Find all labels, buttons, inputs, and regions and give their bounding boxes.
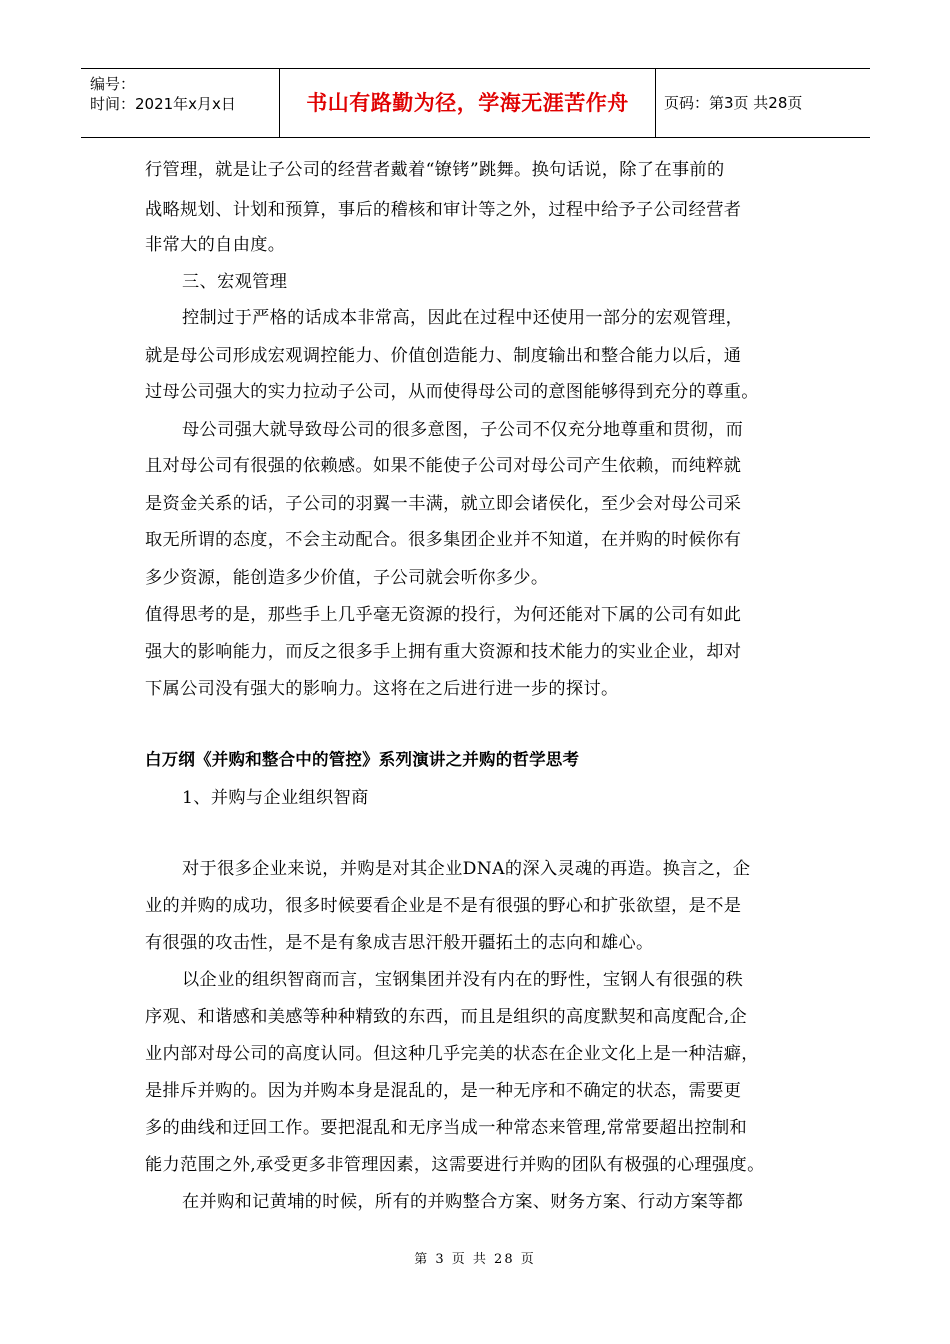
- paragraph-line: 多少资源，能创造多少价值，子公司就会听你多少。: [145, 568, 549, 588]
- paragraph-line: 非常大的自由度。: [145, 235, 286, 255]
- paragraph-line: 有很强的攻击性，是不是有象成吉思汗般开疆拓土的志向和雄心。: [145, 933, 654, 953]
- paragraph-line: 控制过于严格的话成本非常高，因此在过程中还使用一部分的宏观管理，: [182, 308, 744, 328]
- doc-number-label: 编号：: [90, 75, 136, 93]
- doc-time-label: 时间：2021年x月x日: [90, 95, 236, 113]
- paragraph-line: 下属公司没有强大的影响力。这将在之后进行进一步的探讨。: [145, 679, 619, 699]
- paragraph-line: 多的曲线和迂回工作。要把混乱和无序当成一种常态来管理,常常要超出控制和: [145, 1118, 748, 1138]
- paragraph-line: 是排斥并购的。因为并购本身是混乱的，是一种无序和不确定的状态，需要更: [145, 1081, 742, 1101]
- paragraph-line: 以企业的组织智商而言，宝钢集团并没有内在的野性，宝钢人有很强的秩: [182, 970, 744, 990]
- paragraph-line: 在并购和记黄埔的时候，所有的并购整合方案、财务方案、行动方案等都: [182, 1192, 744, 1212]
- paragraph-line: 业的并购的成功，很多时候要看企业是不是有很强的野心和扩张欲望，是不是: [145, 896, 742, 916]
- paragraph-line: 值得思考的是，那些手上几乎毫无资源的投行，为何还能对下属的公司有如此: [145, 605, 742, 625]
- header-motto: 书山有路勤为径，学海无涯苦作舟: [280, 69, 656, 137]
- paragraph-line: 能力范围之外,承受更多非管理因素，这需要进行并购的团队有极强的心理强度。: [145, 1155, 765, 1175]
- paragraph-line: 序观、和谐感和美感等种种精致的东西，而且是组织的高度默契和高度配合,企: [145, 1007, 748, 1027]
- paragraph-line: 取无所谓的态度，不会主动配合。很多集团企业并不知道，在并购的时候你有: [145, 530, 742, 550]
- paragraph-line: 行管理，就是让子公司的经营者戴着“镣铐”跳舞。换句话说，除了在事前的: [145, 160, 725, 180]
- paragraph-line: 是资金关系的话，子公司的羽翼一丰满，就立即会诸侯化，至少会对母公司采: [145, 494, 742, 514]
- header-page-info: 页码：第3页 共28页: [664, 94, 803, 112]
- paragraph-line: 母公司强大就导致母公司的很多意图，子公司不仅充分地尊重和贯彻，而: [182, 420, 744, 440]
- page-footer: 第 3 页 共 28 页: [414, 1252, 536, 1267]
- page-header-table: [81, 68, 870, 138]
- paragraph-line: 对于很多企业来说，并购是对其企业DNA的深入灵魂的再造。换言之，企: [182, 859, 751, 879]
- paragraph-line: 强大的影响能力，而反之很多手上拥有重大资源和技术能力的实业企业，却对: [145, 642, 742, 662]
- article-title: 白万纲《并购和整合中的管控》系列演讲之并购的哲学思考: [145, 750, 580, 769]
- paragraph-line: 业内部对母公司的高度认同。但这种几乎完美的状态在企业文化上是一种洁癖，: [145, 1044, 759, 1064]
- paragraph-line: 就是母公司形成宏观调控能力、价值创造能力、制度输出和整合能力以后，通: [145, 346, 742, 366]
- subsection-heading: 1、并购与企业组织智商: [182, 788, 369, 808]
- paragraph-line: 战略规划、计划和预算，事后的稽核和审计等之外，过程中给予子公司经营者: [145, 200, 742, 220]
- header-info-cell: [81, 69, 280, 137]
- section-heading: 三、宏观管理: [182, 272, 288, 292]
- paragraph-line: 且对母公司有很强的依赖感。如果不能使子公司对母公司产生依赖，而纯粹就: [145, 456, 742, 476]
- paragraph-line: 过母公司强大的实力拉动子公司，从而使得母公司的意图能够得到充分的尊重。: [145, 382, 759, 402]
